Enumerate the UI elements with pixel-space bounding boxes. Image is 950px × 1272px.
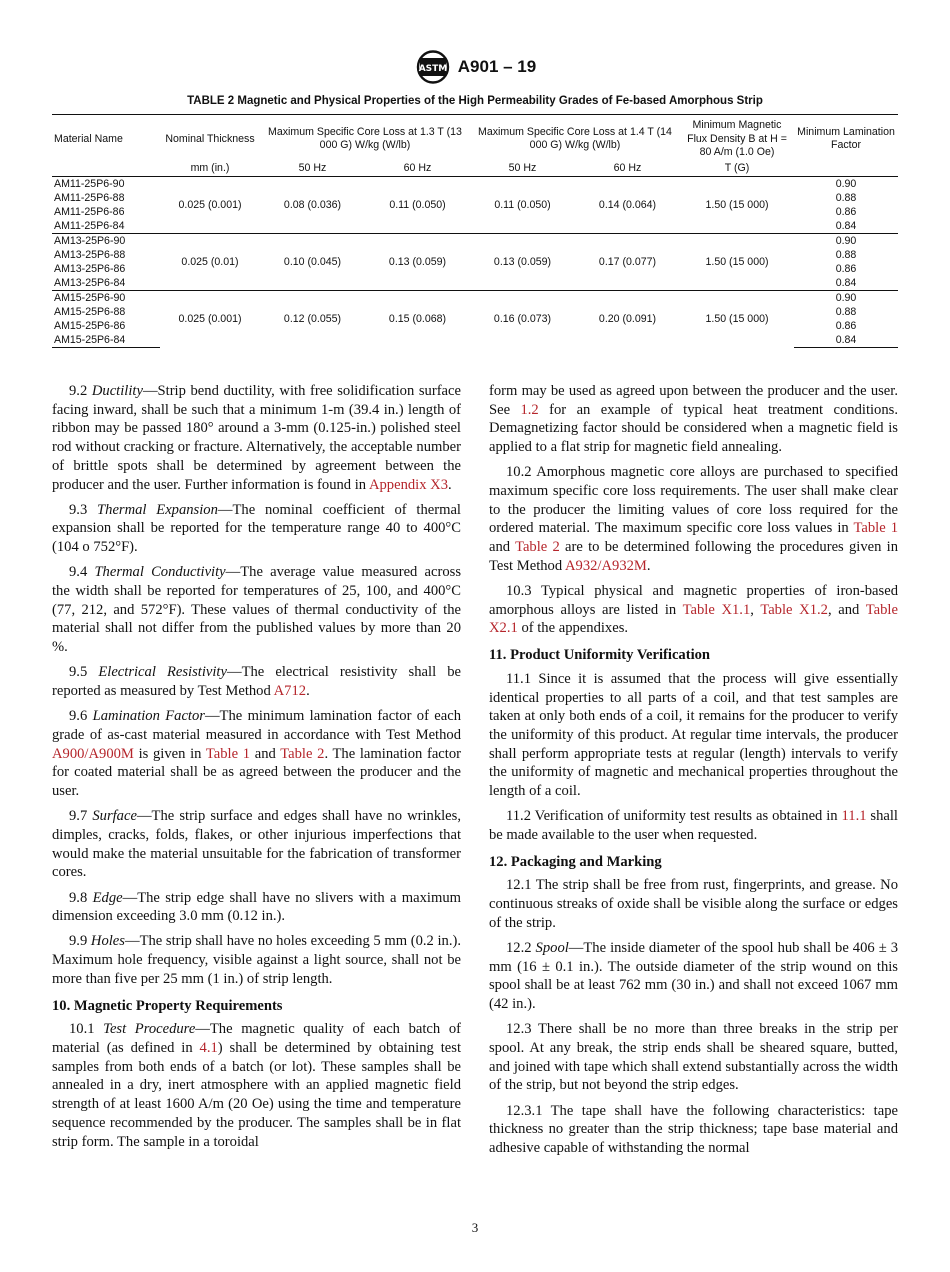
section-9-9: 9.9 Holes—The strip shall have no holes exceeding 5 mm (0.2 in.). Maximum hole frequency, visible against a light source, shall not be more than five per 25 mm (1 in.) of strip length.: [52, 933, 461, 987]
thickness-unit: mm (in.): [160, 161, 260, 177]
loss14-50hz-value: 0.16 (0.073): [470, 291, 575, 348]
table-1-link[interactable]: Table 1: [205, 745, 251, 762]
section-10-2: 10.2 Amorphous magnetic core alloys are purchased to specified maximum specific core loss requirements. The user shall make clear to the producer the limiting values of core loss required for the ordered material. The maximum specific core loss values in Table 1 and Table 2 are to be determined following the procedures given in Test Method A932/A932M.: [489, 464, 898, 574]
section-11-2: 11.2 Verification of uniformity test results as obtained in 11.1 shall be made available to the user when requested.: [489, 808, 898, 843]
right-column: [489, 382, 898, 1164]
lamination-value: 0.84: [835, 220, 857, 232]
loss14-60hz-value: 0.20 (0.091): [575, 291, 680, 348]
section-10-1-continued: form may be used as agreed upon between the producer and the user. See 1.2 for an example of typical heat treatment conditions. Demagnetizing factor should be considered when a magnetic field is applied to a flat strip for magnetic field annealing.: [489, 383, 898, 456]
material-name: AM13-25P6-84: [54, 277, 126, 289]
thickness-value: 0.025 (0.001): [160, 177, 260, 234]
section-11-1-link[interactable]: 11.1: [841, 808, 867, 825]
flux-value: 1.50 (15 000): [680, 291, 794, 348]
table-row: [52, 291, 898, 306]
freq-60hz-14: 60 Hz: [575, 161, 680, 177]
flux-value: 1.50 (15 000): [680, 177, 794, 234]
thickness-value: 0.025 (0.001): [160, 291, 260, 348]
section-12-3-1: 12.3.1 The tape shall have the following characteristics: tape thickness no greater than the strip thickness; tape base material and adhesive capable of withstanding the normal: [489, 1102, 898, 1157]
table-2-link[interactable]: Table 2: [515, 539, 560, 556]
loss13-60hz-value: 0.11 (0.050): [365, 177, 470, 234]
appendix-x3-link[interactable]: Appendix X3: [368, 476, 448, 493]
section-9-2: 9.2 Ductility—Strip bend ductility, with free solidification surface facing inward, shall be such that a minimum 1-m (39.4 in.) length of ribbon may be passed 180° around a 3-mm (0.125-in.) polished steel rod without cracking or fracture. Alternatively, the acceptable number of brittle spots shall be determined by agreement between the producer and the user. Further information is found in Appendix X3.: [52, 383, 461, 493]
material-name: AM13-25P6-86: [54, 263, 126, 275]
section-9-7: 9.7 Surface—The strip surface and edges shall have no wrinkles, dimples, cracks, folds, flakes, or other injurious imperfections that would make the material unsuitable for the fabrication of transformer cores.: [52, 808, 461, 881]
table-2-link[interactable]: Table 2: [280, 745, 325, 762]
section-1-2-link[interactable]: 1.2: [520, 401, 539, 418]
material-name: AM11-25P6-84: [54, 220, 125, 232]
lamination-value: 0.90: [794, 234, 898, 249]
lamination-value: 0.86: [835, 206, 857, 218]
page-header: [0, 50, 950, 84]
heading-12: 12. Packaging and Marking: [489, 853, 662, 870]
freq-50hz-13: 50 Hz: [260, 161, 365, 177]
material-name-header: Material Name: [52, 115, 160, 161]
flux-unit: T (G): [680, 161, 794, 177]
material-name: AM15-25P6-88: [54, 306, 126, 318]
loss13-60hz-value: 0.13 (0.059): [365, 234, 470, 291]
lamination-value: 0.88: [835, 192, 857, 204]
section-9-3: 9.3 Thermal Expansion—The nominal coefficient of thermal expansion shall be reported for the temperature range 40 to 400°C (104 o 752°F).: [52, 501, 461, 556]
table-x1-1-link[interactable]: Table X1.1: [682, 601, 751, 618]
section-10-3: 10.3 Typical physical and magnetic properties of iron-based amorphous alloys are listed in Table X1.1, Table X1.2, and Table X2.1 of the appendixes.: [489, 583, 898, 637]
material-name: AM13-25P6-90: [52, 234, 160, 249]
section-12-1: 12.1 The strip shall be free from rust, fingerprints, and grease. No continuous streaks of oxide shall be visible along the surface or edges of the strip.: [489, 877, 898, 931]
material-name: AM15-25P6-90: [52, 291, 160, 306]
left-column: [52, 382, 461, 1158]
lamination-value: 0.84: [794, 333, 898, 348]
lamination-value: 0.86: [835, 320, 857, 332]
heading-11: 11. Product Uniformity Verification: [489, 647, 711, 664]
table-title: TABLE 2 Magnetic and Physical Properties of the High Permeability Grades of Fe-based Amorphous Strip: [187, 95, 763, 107]
loss13-50hz-value: 0.12 (0.055): [260, 291, 365, 348]
a900-link[interactable]: A900/A900M: [52, 745, 134, 762]
loss14-60hz-value: 0.14 (0.064): [575, 177, 680, 234]
material-name: AM13-25P6-88: [54, 249, 126, 261]
material-name: AM11-25P6-86: [54, 206, 125, 218]
material-name: AM15-25P6-84: [52, 333, 160, 348]
flux-value: 1.50 (15 000): [680, 234, 794, 291]
core-loss-13-header: Maximum Specific Core Loss at 1.3 T (13 000 G) W/kg (W/lb): [260, 115, 470, 161]
loss13-60hz-value: 0.15 (0.068): [365, 291, 470, 348]
material-name: AM11-25P6-88: [54, 192, 125, 204]
lamination-header: Minimum Lamination Factor: [794, 115, 898, 161]
standard-designation: A901 – 19: [457, 57, 537, 76]
page-number: 3: [471, 1220, 479, 1235]
section-11-1: 11.1 Since it is assumed that the process will give essentially identical properties to all parts of a coil, and that test samples are taken at only both ends of a coil, it remains for the producer to verify the uniformity of this product. At regular time intervals, the producer shall perform appropriate tests at regular (length) intervals to verify the uniformity of magnetic and mechanical properties throughout the length of a coil.: [489, 670, 898, 800]
lamination-value: 0.90: [794, 177, 898, 192]
freq-50hz-14: 50 Hz: [470, 161, 575, 177]
table-x2-1-link[interactable]: Table X2.1: [489, 601, 898, 637]
core-loss-14-header: Maximum Specific Core Loss at 1.4 T (14 000 G) W/kg (W/lb): [470, 115, 680, 161]
loss13-50hz-value: 0.10 (0.045): [260, 234, 365, 291]
loss13-50hz-value: 0.08 (0.036): [260, 177, 365, 234]
loss14-50hz-value: 0.11 (0.050): [470, 177, 575, 234]
section-12-2: 12.2 Spool—The inside diameter of the spool hub shall be 406 ± 3 mm (16 ± 0.1 in.). The outside diameter of the strip wound on this spool shall be at least 762 mm (30 in.) and shall not exceed 1067 mm (42 in.).: [489, 939, 898, 1013]
section-12-3: 12.3 There shall be no more than three breaks in the strip per spool. At any break, the strip ends shall be sheared square, butted, and joined with tape which shall extend substantially across the width of the strip, but not beyond the strip edges.: [489, 1021, 898, 1094]
lamination-value: 0.86: [835, 263, 857, 275]
lamination-value: 0.90: [794, 291, 898, 306]
table-1-link[interactable]: Table 1: [853, 520, 898, 537]
section-9-5: 9.5 Electrical Resistivity—The electrical resistivity shall be reported as measured by Test Method A712.: [52, 664, 461, 700]
table-row: [52, 234, 898, 249]
a712-link[interactable]: A712: [273, 683, 307, 700]
heading-10: 10. Magnetic Property Requirements: [52, 997, 283, 1014]
astm-logo-icon: [414, 50, 452, 84]
lamination-value: 0.88: [835, 306, 857, 318]
loss14-50hz-value: 0.13 (0.059): [470, 234, 575, 291]
a932-link[interactable]: A932/A932M: [565, 557, 647, 574]
svg-text:ASTM: ASTM: [418, 64, 448, 74]
thickness-header: Nominal Thickness: [160, 115, 260, 161]
material-name: AM15-25P6-86: [54, 320, 126, 332]
flux-density-header: Minimum Magnetic Flux Density B at H = 80 A/m (1.0 Oe): [680, 115, 794, 161]
properties-table: [52, 114, 898, 348]
section-9-8: 9.8 Edge—The strip edge shall have no slivers with a maximum dimension exceeding 3.0 mm (0.12 in.).: [52, 889, 461, 925]
thickness-value: 0.025 (0.01): [160, 234, 260, 291]
section-9-6: 9.6 Lamination Factor—The minimum lamination factor of each grade of as-cast material measured in accordance with Test Method A900/A900M is given in Table 1 and Table 2. The lamination factor for coated material shall be as agreed between the producer and the user.: [52, 708, 461, 800]
section-10-1: 10.1 Test Procedure—The magnetic quality of each batch of material (as defined in 4.1) shall be determined by obtaining test samples from both ends of a batch (or lot). These samples shall be annealed in a dry, inert atmosphere with an applied magnetic field strength of at least 1600 A/m (20 Oe) using the time and temperature sequence recommended by the producer. The samples shall be in flat strip form. The sample in a toroidal: [52, 1021, 461, 1150]
table-x1-2-link[interactable]: Table X1.2: [760, 601, 828, 618]
lamination-value: 0.84: [835, 277, 857, 289]
material-name: AM11-25P6-90: [52, 177, 160, 192]
lamination-value: 0.88: [835, 249, 857, 261]
loss14-60hz-value: 0.17 (0.077): [575, 234, 680, 291]
freq-60hz-13: 60 Hz: [365, 161, 470, 177]
table-row: [52, 177, 898, 192]
section-4-1-link[interactable]: 4.1: [199, 1040, 218, 1056]
section-9-4: 9.4 Thermal Conductivity—The average value measured across the width shall be reported for temperatures of 25, 100, and 400°C (77, 212, and 572°F). These values of thermal conductivity of the material shall not differ from the published values by more than 20 %.: [52, 564, 462, 656]
